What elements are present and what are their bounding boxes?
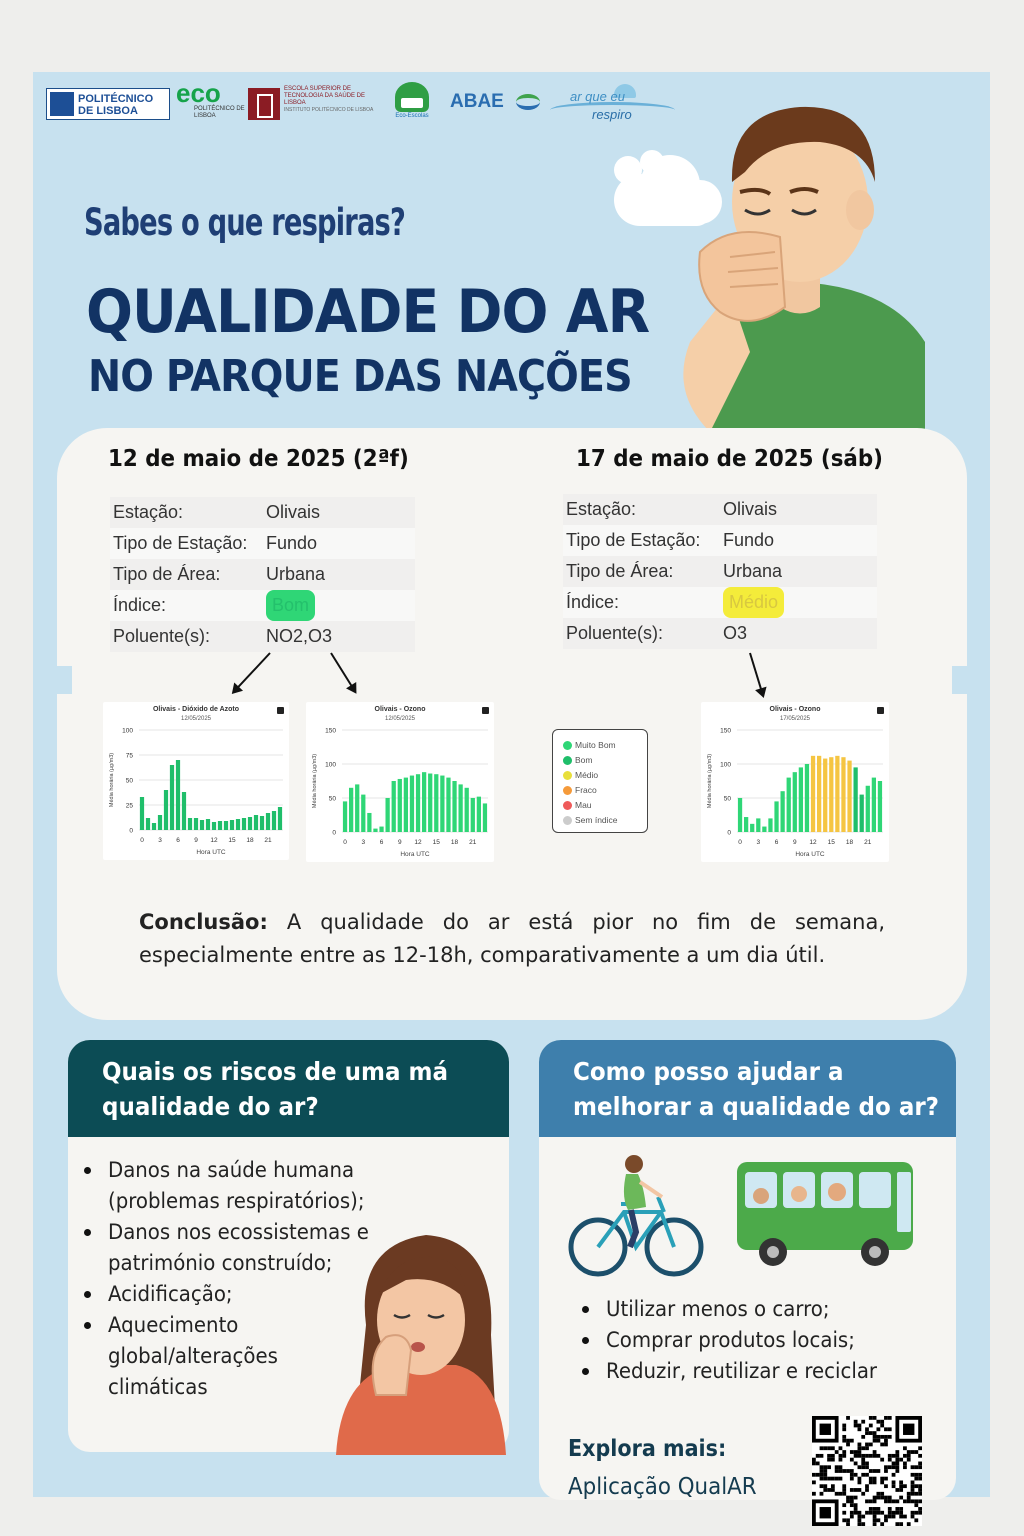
bicycle-illustration <box>566 1152 706 1282</box>
x-axis-label: Hora UTC <box>196 849 226 856</box>
x-axis-label: Hora UTC <box>400 851 430 858</box>
chart-bar <box>355 784 359 832</box>
help-card-title: Como posso ajudar a melhorar a qualidade do ar? <box>539 1040 956 1137</box>
chart-bar <box>379 827 383 832</box>
y-tick-label: 50 <box>328 795 336 803</box>
area-type-row: Tipo de Área: Urbana <box>110 559 415 590</box>
chart-bar <box>805 764 809 832</box>
chart-bar <box>756 818 760 832</box>
chart-bar <box>343 801 347 832</box>
y-axis-label: Média horária (µg/m3) <box>312 753 318 809</box>
index-row: Índice: Bom <box>110 590 415 621</box>
y-tick-label: 50 <box>723 795 731 803</box>
chart-bar <box>224 821 228 830</box>
legend-item: Médio <box>563 768 647 783</box>
chart-bar <box>866 786 870 832</box>
panel-notch-left <box>50 666 72 694</box>
abae-logo: ABAE <box>450 80 542 128</box>
chart-bar <box>361 795 365 832</box>
logo-bar <box>44 80 684 130</box>
boy-breathing-illustration <box>670 92 930 432</box>
x-tick-label: 12 <box>809 839 817 846</box>
chart-bar <box>158 815 162 830</box>
chart-bar <box>254 815 258 830</box>
x-tick-label: 3 <box>756 839 761 846</box>
legend-dot-icon <box>563 771 572 780</box>
x-tick-label: 3 <box>361 839 366 846</box>
chart-bar <box>146 818 150 830</box>
chart-bar <box>750 824 754 832</box>
y-axis-label: Média horária (µg/m3) <box>109 752 115 808</box>
chart-bar <box>853 767 857 832</box>
chart-bar <box>446 778 450 832</box>
chart-bar <box>738 798 742 832</box>
y-tick-label: 0 <box>727 829 731 837</box>
index-row: Índice: Médio <box>563 587 877 618</box>
legend-item: Muito Bom <box>563 738 647 753</box>
bar-chart-plot <box>103 702 289 860</box>
pollutants-row: Poluente(s): NO2,O3 <box>110 621 415 652</box>
y-axis-label: Média horária (µg/m3) <box>707 753 713 809</box>
chart-bar <box>477 797 481 832</box>
chart-bar <box>847 761 851 832</box>
woman-coughing-illustration <box>336 1225 506 1455</box>
x-tick-label: 6 <box>176 837 180 844</box>
bus-illustration <box>735 1160 915 1270</box>
y-tick-label: 150 <box>720 727 731 735</box>
chart-bar <box>422 772 426 832</box>
chart-bar <box>440 776 444 832</box>
chart-bar <box>787 778 791 832</box>
risk-item: Aquecimento global/alterações climáticas <box>82 1310 386 1403</box>
y-tick-label: 75 <box>125 752 133 760</box>
risk-item: Danos nos ecossistemas e património construído; <box>82 1217 386 1279</box>
y-tick-label: 0 <box>129 827 133 835</box>
day1-station-table <box>110 497 415 652</box>
x-tick-label: 9 <box>397 839 402 846</box>
chart-bar <box>200 820 204 830</box>
explore-label: Explora mais: <box>568 1436 727 1462</box>
y-tick-label: 0 <box>332 829 336 837</box>
chart-bar <box>206 819 210 830</box>
chart-bar <box>230 820 234 830</box>
help-list <box>580 1294 894 1387</box>
chart-bar <box>410 776 414 832</box>
station-type-row: Tipo de Estação: Fundo <box>110 528 415 559</box>
x-tick-label: 3 <box>158 837 162 844</box>
chart-bar <box>392 781 396 832</box>
station-row: Estação: Olivais <box>110 497 415 528</box>
x-axis-label: Hora UTC <box>795 851 825 858</box>
poster-title-line2: NO PARQUE DAS NAÇÕES <box>88 351 632 402</box>
y-tick-label: 150 <box>325 727 336 735</box>
chart-bar <box>242 818 246 830</box>
x-tick-label: 12 <box>414 839 422 846</box>
chart-bar <box>428 774 432 832</box>
bar-chart-plot <box>701 702 889 862</box>
air-quality-index-legend <box>552 729 648 833</box>
chart-bar <box>404 778 408 832</box>
chart-bar <box>194 818 198 830</box>
chart-bar <box>248 817 252 830</box>
legend-item: Fraco <box>563 783 647 798</box>
chart-bar <box>872 778 876 832</box>
chart-bar <box>799 767 803 832</box>
chart-bar <box>744 817 748 832</box>
x-tick-label: 0 <box>738 839 742 846</box>
chart-bar <box>458 784 462 832</box>
chart-bar <box>260 816 264 830</box>
chart-bar <box>212 822 216 830</box>
x-tick-label: 21 <box>864 839 872 846</box>
x-tick-label: 9 <box>792 839 797 846</box>
politecnico-lisboa-logo: POLITÉCNICO DE LISBOA <box>46 88 170 120</box>
chart-bar <box>823 759 827 832</box>
legend-dot-icon <box>563 756 572 765</box>
chart-bar <box>385 798 389 832</box>
chart-bar <box>878 781 882 832</box>
chart-bar <box>236 819 240 830</box>
chart-bar <box>152 823 156 830</box>
chart-bar <box>817 756 821 832</box>
x-tick-label: 12 <box>210 837 218 844</box>
chart-bar <box>176 760 180 830</box>
chart-bar <box>841 757 845 832</box>
pollutants-row: Poluente(s): O3 <box>563 618 877 649</box>
estesl-logo: ESCOLA SUPERIOR DE TECNOLOGIA DA SAÚDE DE LISBOA INSTITUTO POLITÉCNICO DE LISBOA <box>248 80 378 128</box>
legend-dot-icon <box>563 741 572 750</box>
chart-bar <box>349 788 353 832</box>
x-tick-label: 0 <box>140 837 144 844</box>
legend-item: Mau <box>563 798 647 813</box>
chart-bar <box>774 801 778 832</box>
chart-bar <box>373 829 377 832</box>
day2-station-table <box>563 494 877 649</box>
chart-bar <box>188 818 192 830</box>
eco-escolas-logo: Eco-Escolas <box>386 80 438 128</box>
poster-subtitle: Sabes o que respiras? <box>84 201 406 244</box>
chart-bar <box>218 821 222 830</box>
x-tick-label: 9 <box>194 837 198 844</box>
help-item: Comprar produtos locais; <box>580 1325 894 1356</box>
y-tick-label: 100 <box>325 761 336 769</box>
risk-item: Danos na saúde humana (problemas respiratórios); <box>82 1155 386 1217</box>
x-tick-label: 6 <box>379 839 384 846</box>
chart-bar <box>164 790 168 830</box>
x-tick-label: 21 <box>264 837 272 844</box>
chart-bar <box>182 792 186 830</box>
x-tick-label: 18 <box>845 839 854 846</box>
chart-bar <box>768 818 772 832</box>
chart-bar <box>434 774 438 832</box>
conclusion-text: Conclusão: A qualidade do ar está pior no fim de semana, especialmente entre as 12-18h, comparativamente a um dia útil. <box>139 910 885 967</box>
y-tick-label: 25 <box>125 802 133 810</box>
chart-bar <box>465 788 469 832</box>
chart-bar <box>398 779 402 832</box>
chart-bar <box>780 791 784 832</box>
no2-weekday-chart: Olivais - Dióxido de Azoto 12/05/2025 0 25 50 75 100 Média horária (µg/m3) 0 3 6 9 12 15 18 21 Hora UTC <box>103 702 289 860</box>
o3-weekday-chart: Olivais - Ozono 12/05/2025 0 50 100 150 Média horária (µg/m3) 0 3 6 9 12 15 18 21 Hora UTC <box>306 702 494 862</box>
help-item: Utilizar menos o carro; <box>580 1294 894 1325</box>
y-tick-label: 100 <box>122 727 133 735</box>
legend-dot-icon <box>563 801 572 810</box>
day1-date: 12 de maio de 2025 (2ªf) <box>108 446 409 472</box>
legend-item: Sem índice <box>563 813 647 828</box>
poster-title: QUALIDADE DO AR <box>86 277 650 347</box>
ar-que-eu-respiro-logo: ar que eu respiro <box>550 80 678 128</box>
risk-item: Acidificação; <box>82 1279 386 1310</box>
help-item: Reduzir, reutilizar e reciclar <box>580 1356 894 1387</box>
y-tick-label: 100 <box>720 761 731 769</box>
x-tick-label: 15 <box>228 837 236 844</box>
x-tick-label: 18 <box>246 837 254 844</box>
chart-bar <box>266 813 270 830</box>
eco-logo: eco POLITÉCNICO DE LISBOA <box>176 78 245 119</box>
area-type-row: Tipo de Área: Urbana <box>563 556 877 587</box>
legend-item: Bom <box>563 753 647 768</box>
chart-bar <box>278 807 282 830</box>
x-tick-label: 15 <box>827 839 835 846</box>
x-tick-label: 15 <box>432 839 440 846</box>
chart-bar <box>452 781 456 832</box>
x-tick-label: 0 <box>343 839 347 846</box>
chart-bar <box>762 827 766 832</box>
qualar-qr-code[interactable] <box>812 1416 922 1526</box>
legend-dot-icon <box>563 786 572 795</box>
index-badge-medium: Médio <box>723 587 784 618</box>
chart-bar <box>272 811 276 830</box>
chart-bar <box>471 798 475 832</box>
qualar-app-link[interactable]: Aplicação QualAR <box>568 1474 757 1500</box>
chart-bar <box>416 774 420 832</box>
chart-bar <box>793 772 797 832</box>
x-tick-label: 21 <box>469 839 477 846</box>
chart-bar <box>811 756 815 832</box>
station-type-row: Tipo de Estação: Fundo <box>563 525 877 556</box>
y-tick-label: 50 <box>125 777 133 785</box>
chart-bar <box>140 797 144 830</box>
chart-bar <box>829 757 833 832</box>
panel-notch-right <box>952 666 974 694</box>
bar-chart-plot <box>306 702 494 862</box>
chart-bar <box>367 813 371 832</box>
index-badge-good: Bom <box>266 590 315 621</box>
x-tick-label: 18 <box>450 839 459 846</box>
chart-bar <box>483 803 487 832</box>
chart-bar <box>170 765 174 830</box>
day2-date: 17 de maio de 2025 (sáb) <box>576 446 883 472</box>
o3-weekend-chart: Olivais - Ozono 17/05/2025 0 50 100 150 Média horária (µg/m3) 0 3 6 9 12 15 18 21 Hora UTC <box>701 702 889 862</box>
legend-dot-icon <box>563 816 572 825</box>
risks-card-title: Quais os riscos de uma má qualidade do ar? <box>68 1040 509 1137</box>
chart-bar <box>835 756 839 832</box>
chart-bar <box>860 795 864 832</box>
station-row: Estação: Olivais <box>563 494 877 525</box>
x-tick-label: 6 <box>774 839 779 846</box>
